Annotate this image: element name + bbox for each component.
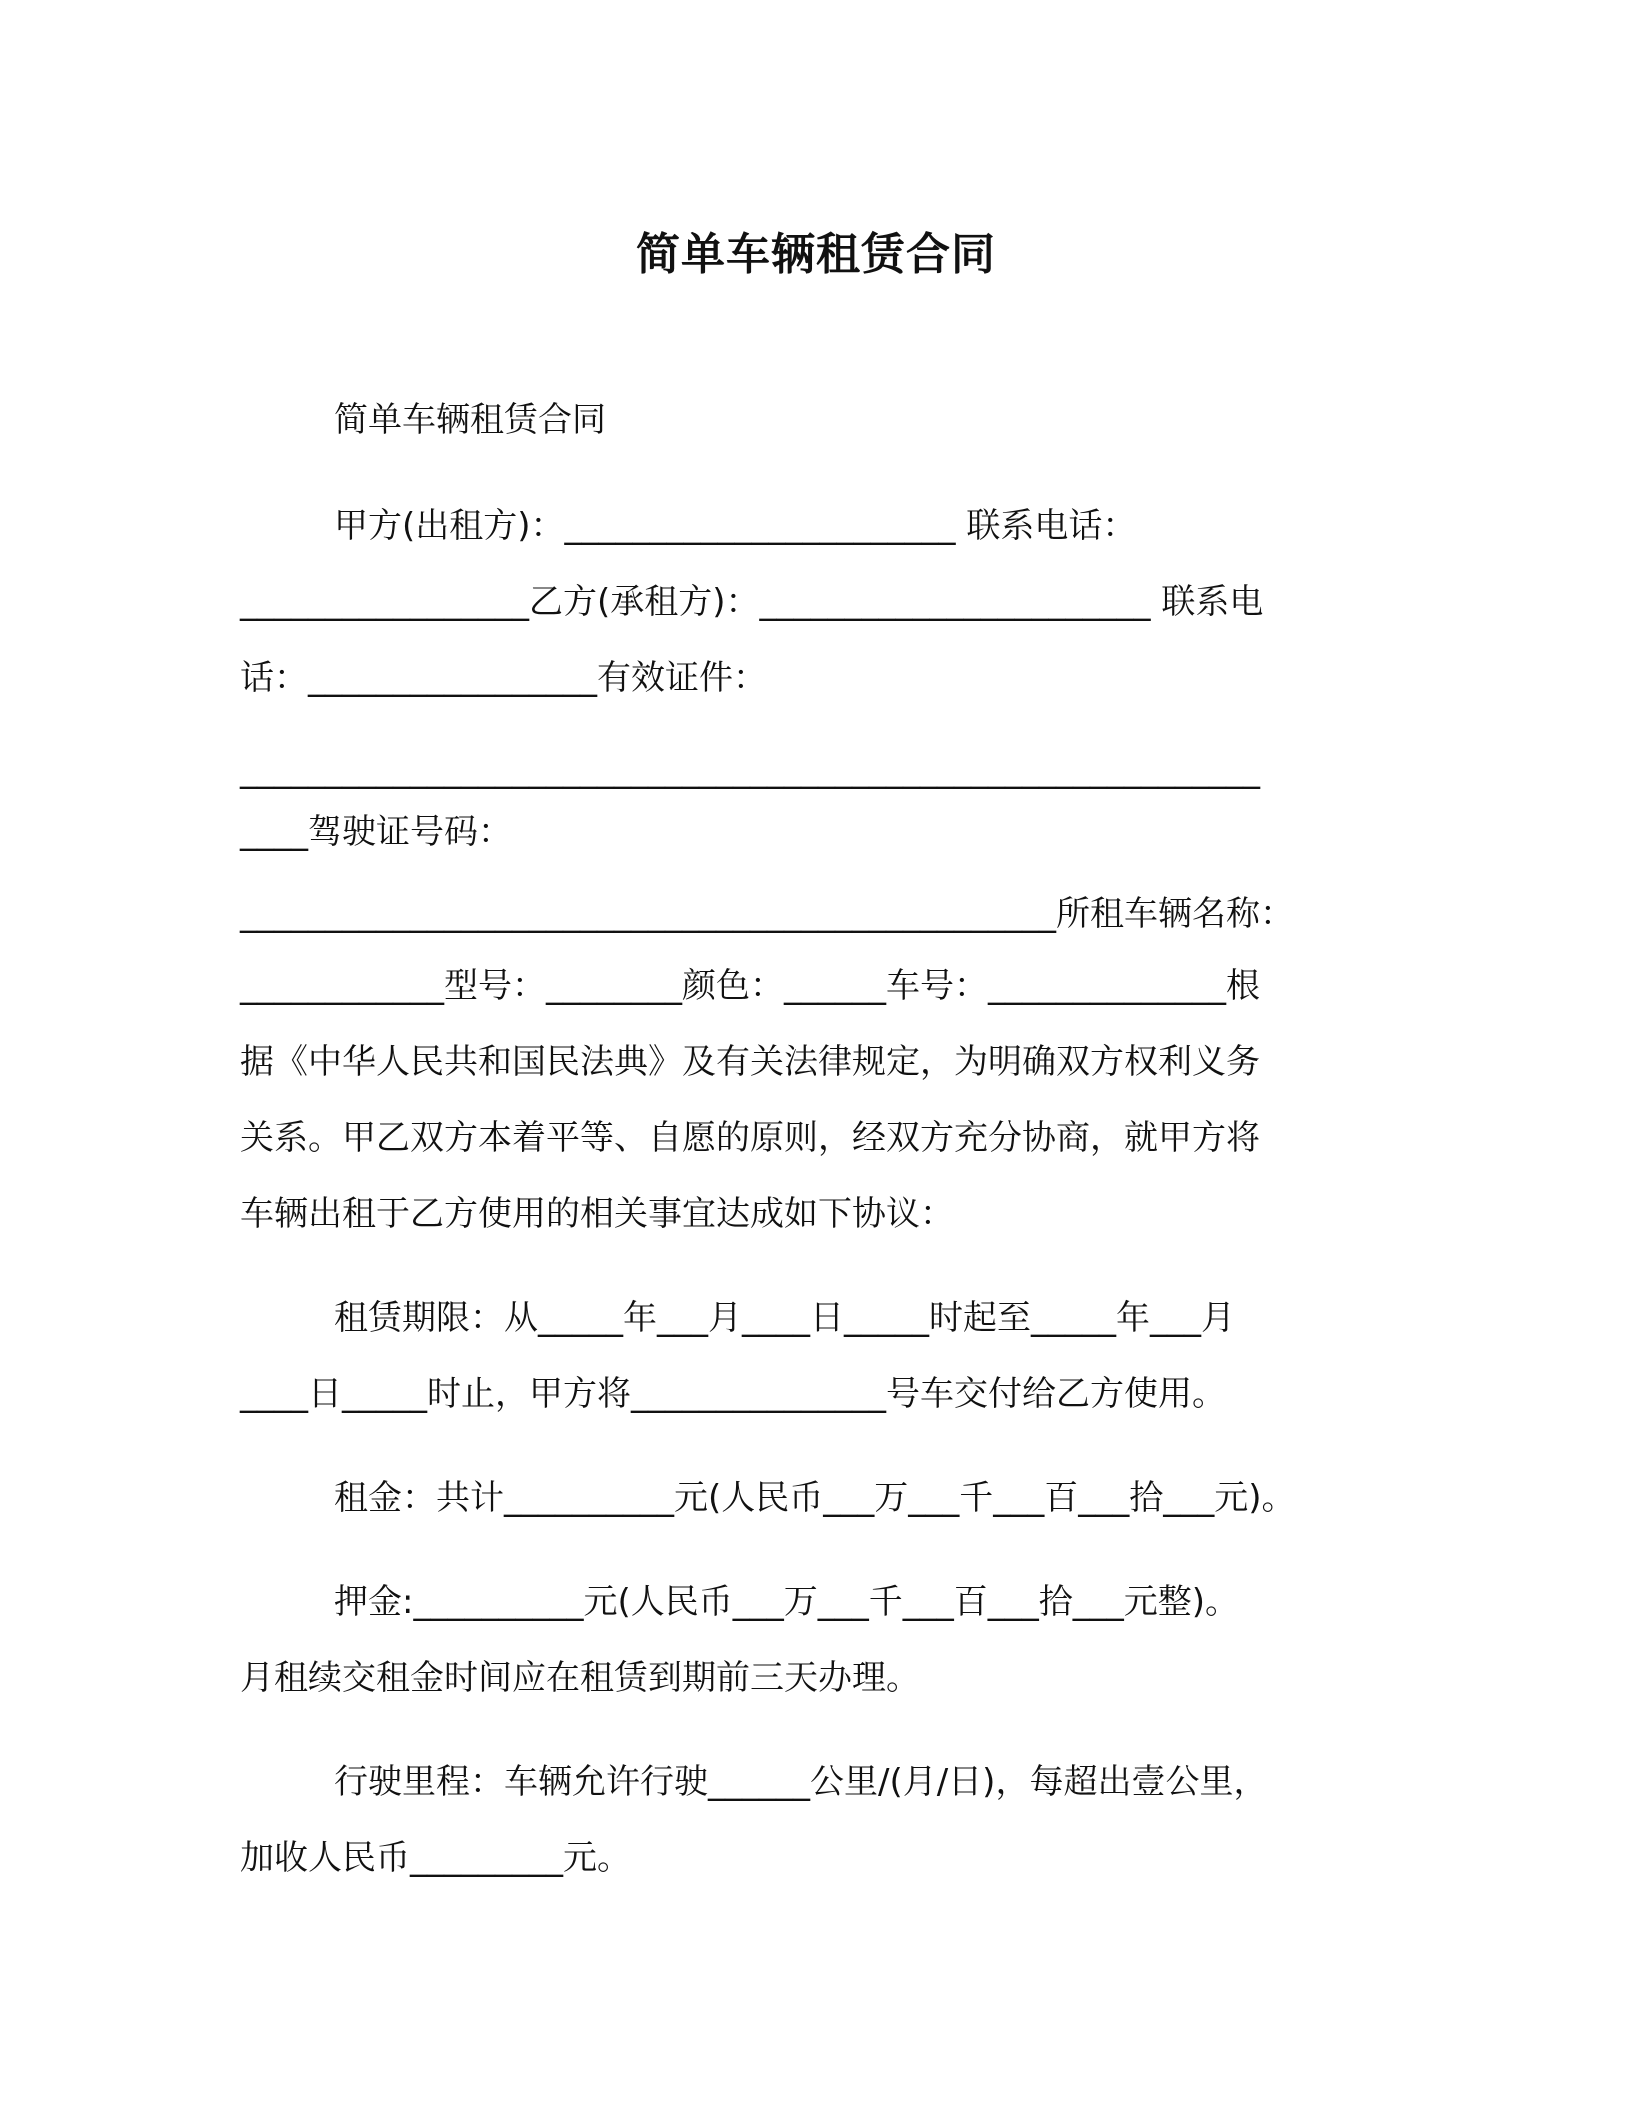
phone-id-line: 话：_________________有效证件： [240, 658, 767, 698]
relationship-line: 关系。甲乙双方本着平等、自愿的原则，经双方充分协商，就甲方将 [240, 1118, 1260, 1158]
basis-line: 据《中华人民共和国民法典》及有关法律规定，为明确双方权利义务 [240, 1042, 1260, 1082]
subtitle-line: 简单车辆租赁合同 [334, 400, 606, 440]
deposit-line: 押金:__________元(人民币___万___千___百___拾___元整)。 [334, 1582, 1239, 1622]
document-title: 简单车辆租赁合同 [636, 229, 996, 280]
lease-term-line: 租赁期限：从_____年___月____日_____时起至_____年___月 [334, 1298, 1235, 1338]
rent-line: 租金：共计__________元(人民币___万___千___百___拾___元)。 [334, 1478, 1296, 1518]
party-b-line: _________________乙方(承租方)：_______________________ 联系电 [240, 582, 1264, 622]
party-a-line: 甲方(出租方)：_______________________ 联系电话： [334, 506, 1137, 546]
renewal-line: 月租续交租金时间应在租赁到期前三天办理。 [240, 1658, 920, 1698]
mileage-fee-line: 加收人民币_________元。 [240, 1838, 631, 1878]
blank-line: ____________________________________________________________ [240, 750, 1260, 790]
license-line: ____驾驶证号码： [240, 812, 512, 852]
lease-term-cont-line: ____日_____时止，甲方将_______________号车交付给乙方使用。 [240, 1374, 1226, 1414]
vehicle-details-line: ____________型号：________颜色：______车号：______________根 [240, 966, 1260, 1006]
agreement-line: 车辆出租于乙方使用的相关事宜达成如下协议： [240, 1194, 954, 1234]
mileage-line: 行驶里程：车辆允许行驶______公里/(月/日)，每超出壹公里， [334, 1762, 1268, 1802]
vehicle-name-line: ________________________________________________所租车辆名称： [240, 894, 1294, 934]
